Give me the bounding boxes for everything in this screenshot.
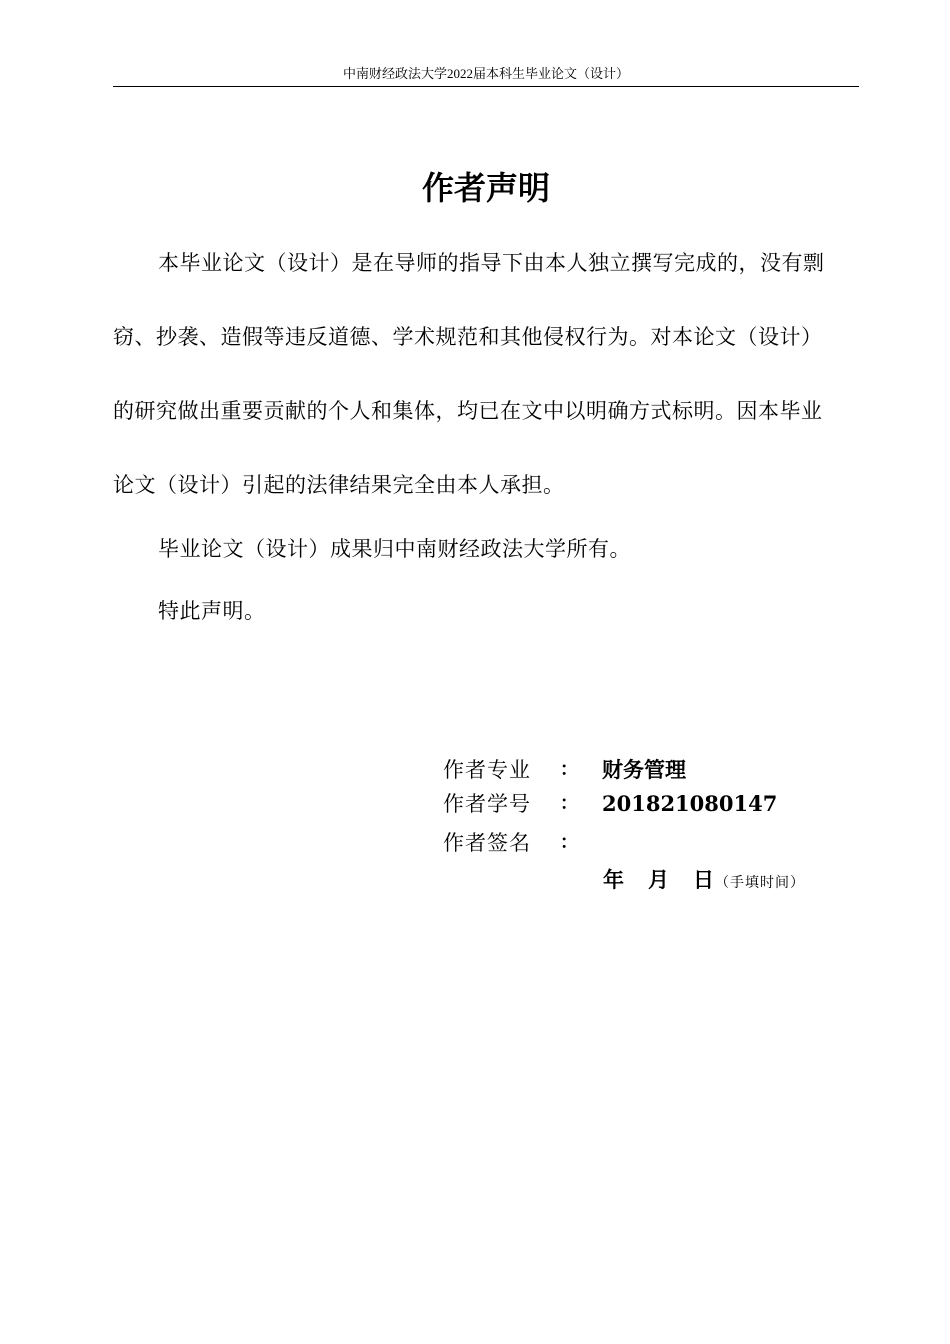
student-id-value: 201821080147 — [602, 791, 778, 816]
student-id-colon: ： — [560, 793, 578, 814]
student-id-label: 作者学号 — [443, 792, 531, 816]
date-day-label: 日 — [693, 867, 714, 892]
declaration-paragraph-1-line-1: 本毕业论文（设计）是在导师的指导下由本人独立撰写完成的，没有剽 — [158, 251, 825, 275]
header-divider — [113, 86, 859, 87]
date-handwrite-note: （手填时间） — [715, 875, 805, 891]
date-month-label: 月 — [648, 867, 669, 892]
major-colon: ： — [560, 759, 578, 780]
date-line — [603, 866, 805, 897]
signature-colon: ： — [560, 832, 578, 853]
declaration-paragraph-1-line-2: 窃、抄袭、造假等违反道德、学术规范和其他侵权行为。对本论文（设计） — [113, 325, 823, 349]
major-label: 作者专业 — [443, 758, 531, 782]
declaration-paragraph-2: 毕业论文（设计）成果归中南财经政法大学所有。 — [158, 537, 631, 561]
signature-label: 作者签名 — [443, 831, 531, 855]
major-value: 财务管理 — [602, 757, 686, 782]
date-year-label: 年 — [603, 867, 624, 892]
declaration-paragraph-1-line-4: 论文（设计）引起的法律结果完全由本人承担。 — [113, 473, 565, 497]
declaration-paragraph-3: 特此声明。 — [158, 599, 266, 623]
page-title: 作者声明 — [421, 169, 550, 207]
page-header: 中南财经政法大学2022届本科生毕业论文（设计） — [342, 66, 629, 81]
declaration-paragraph-1-line-3: 的研究做出重要贡献的个人和集体，均已在文中以明确方式标明。因本毕业 — [113, 399, 823, 423]
